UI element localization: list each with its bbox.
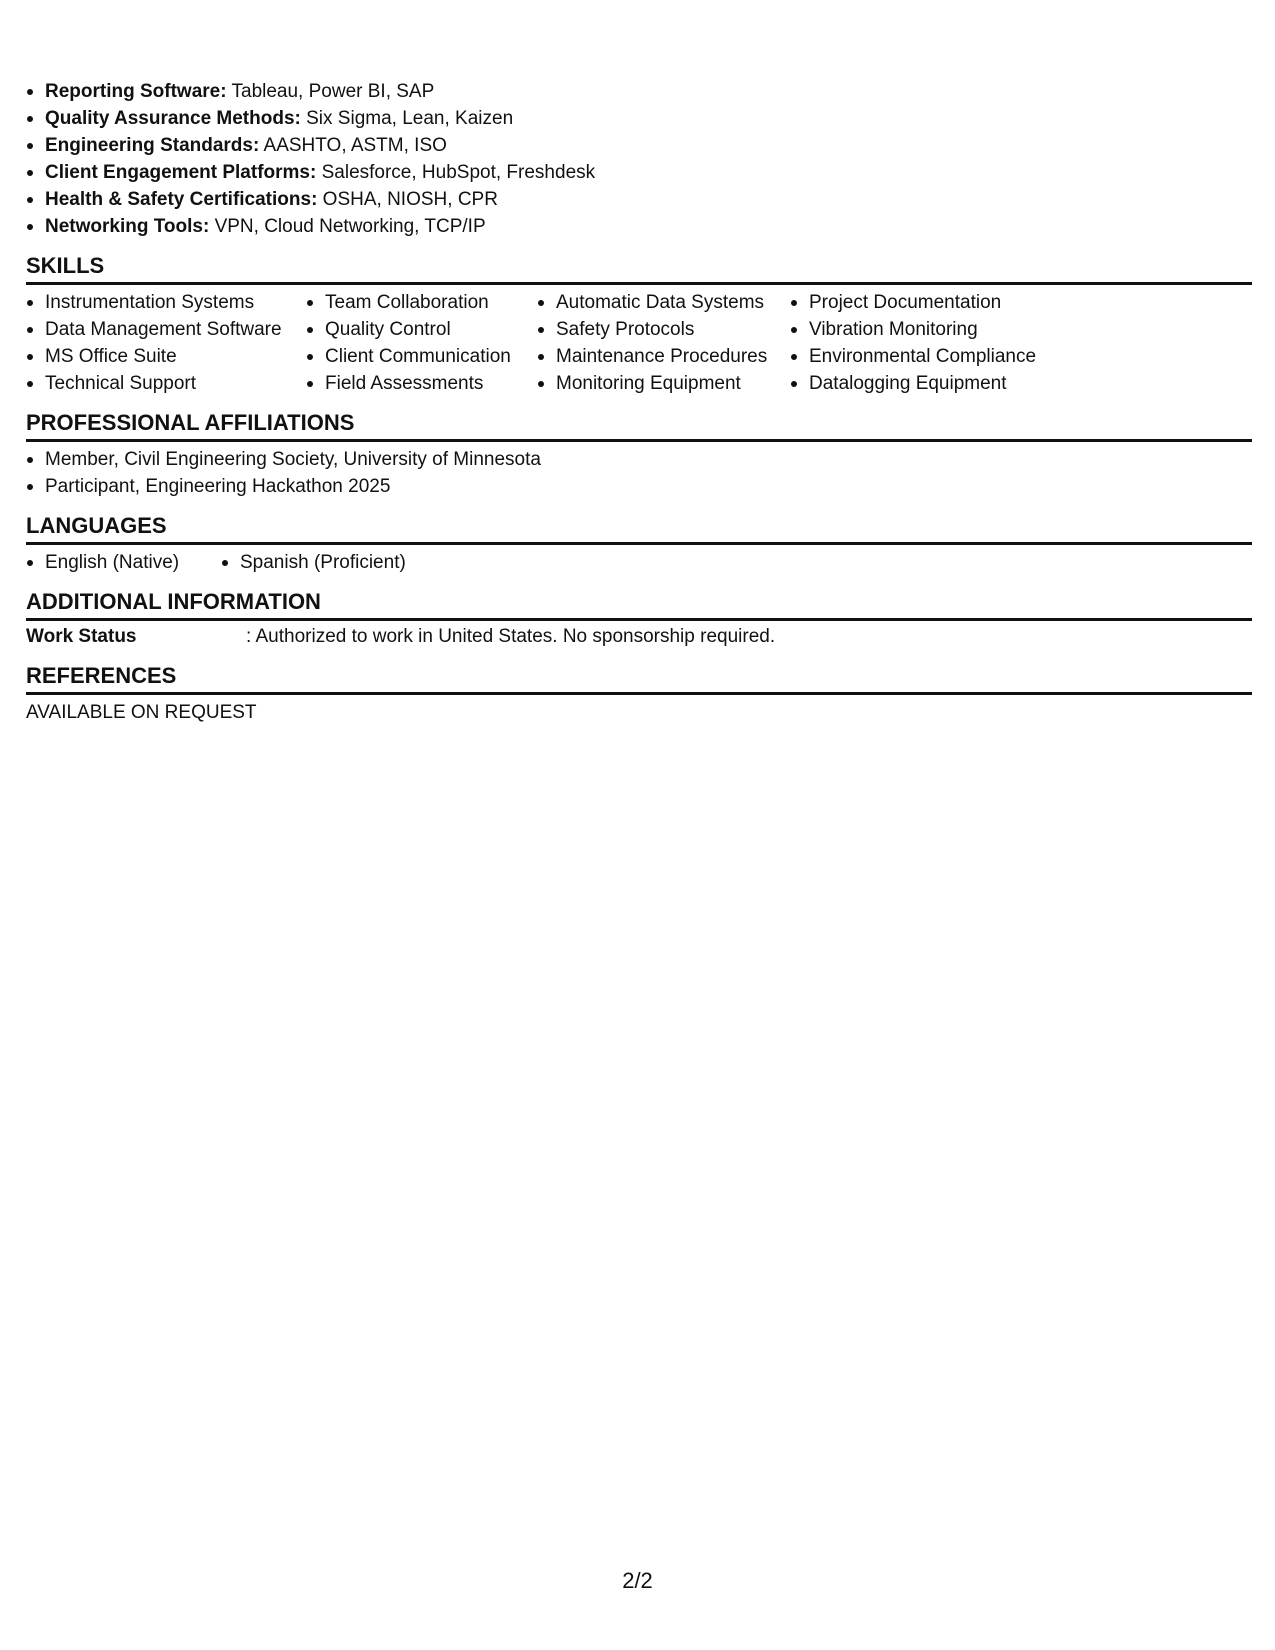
skill-item: Field Assessments — [306, 370, 537, 397]
work-status-label: Work Status — [26, 626, 137, 647]
skills-heading: SKILLS — [26, 253, 1252, 285]
language-item: Spanish (Proficient) — [221, 549, 406, 576]
skill-item: Maintenance Procedures — [537, 343, 790, 370]
list-item — [26, 105, 1252, 132]
references-heading: REFERENCES — [26, 663, 1252, 695]
skill-item: Safety Protocols — [537, 316, 790, 343]
tool-label: Quality Assurance Methods: — [45, 108, 301, 129]
skill-item: Technical Support — [26, 370, 306, 397]
list-item — [26, 159, 1252, 186]
skill-item: Project Documentation — [790, 289, 1050, 316]
list-item — [26, 186, 1252, 213]
skills-column — [537, 289, 790, 397]
list-item — [26, 132, 1252, 159]
tool-label: Health & Safety Certifications: — [45, 189, 318, 210]
tool-value: VPN, Cloud Networking, TCP/IP — [209, 216, 486, 237]
skill-item: Instrumentation Systems — [26, 289, 306, 316]
affiliations-list — [26, 446, 1252, 500]
tool-label: Engineering Standards: — [45, 135, 260, 156]
tool-value: Six Sigma, Lean, Kaizen — [300, 108, 514, 129]
page-number: 2/2 — [622, 1568, 653, 1593]
skill-item: Quality Control — [306, 316, 537, 343]
skill-item: Client Communication — [306, 343, 537, 370]
tool-value: Tableau, Power BI, SAP — [226, 81, 435, 102]
skills-grid — [26, 289, 1252, 397]
skill-item: Vibration Monitoring — [790, 316, 1050, 343]
tool-label: Networking Tools: — [45, 216, 210, 237]
tool-value: AASHTO, ASTM, ISO — [259, 135, 447, 156]
language-item: English (Native) — [26, 549, 221, 576]
additional-info-heading: ADDITIONAL INFORMATION — [26, 589, 1252, 621]
resume-page — [26, 78, 1252, 726]
skill-item: Datalogging Equipment — [790, 370, 1050, 397]
skill-item: Environmental Compliance — [790, 343, 1050, 370]
skill-item: Automatic Data Systems — [537, 289, 790, 316]
skills-column — [26, 289, 306, 397]
affiliations-heading: PROFESSIONAL AFFILIATIONS — [26, 410, 1252, 442]
work-status-row — [26, 623, 1252, 650]
skill-item: MS Office Suite — [26, 343, 306, 370]
tools-list — [26, 78, 1252, 240]
list-item: Member, Civil Engineering Society, University of Minnesota — [26, 446, 1252, 473]
tool-label: Reporting Software: — [45, 81, 227, 102]
skills-column — [790, 289, 1050, 397]
skill-item: Monitoring Equipment — [537, 370, 790, 397]
list-item — [26, 213, 1252, 240]
tool-value: OSHA, NIOSH, CPR — [317, 189, 498, 210]
skill-item: Team Collaboration — [306, 289, 537, 316]
list-item — [26, 78, 1252, 105]
work-status-value: : Authorized to work in United States. No sponsorship required. — [246, 626, 776, 647]
tool-label: Client Engagement Platforms: — [45, 162, 317, 183]
references-text: AVAILABLE ON REQUEST — [26, 702, 257, 723]
skill-item: Data Management Software — [26, 316, 306, 343]
languages-list — [26, 549, 1252, 576]
tool-value: Salesforce, HubSpot, Freshdesk — [316, 162, 596, 183]
skills-column — [306, 289, 537, 397]
languages-heading: LANGUAGES — [26, 513, 1252, 545]
list-item: Participant, Engineering Hackathon 2025 — [26, 473, 1252, 500]
